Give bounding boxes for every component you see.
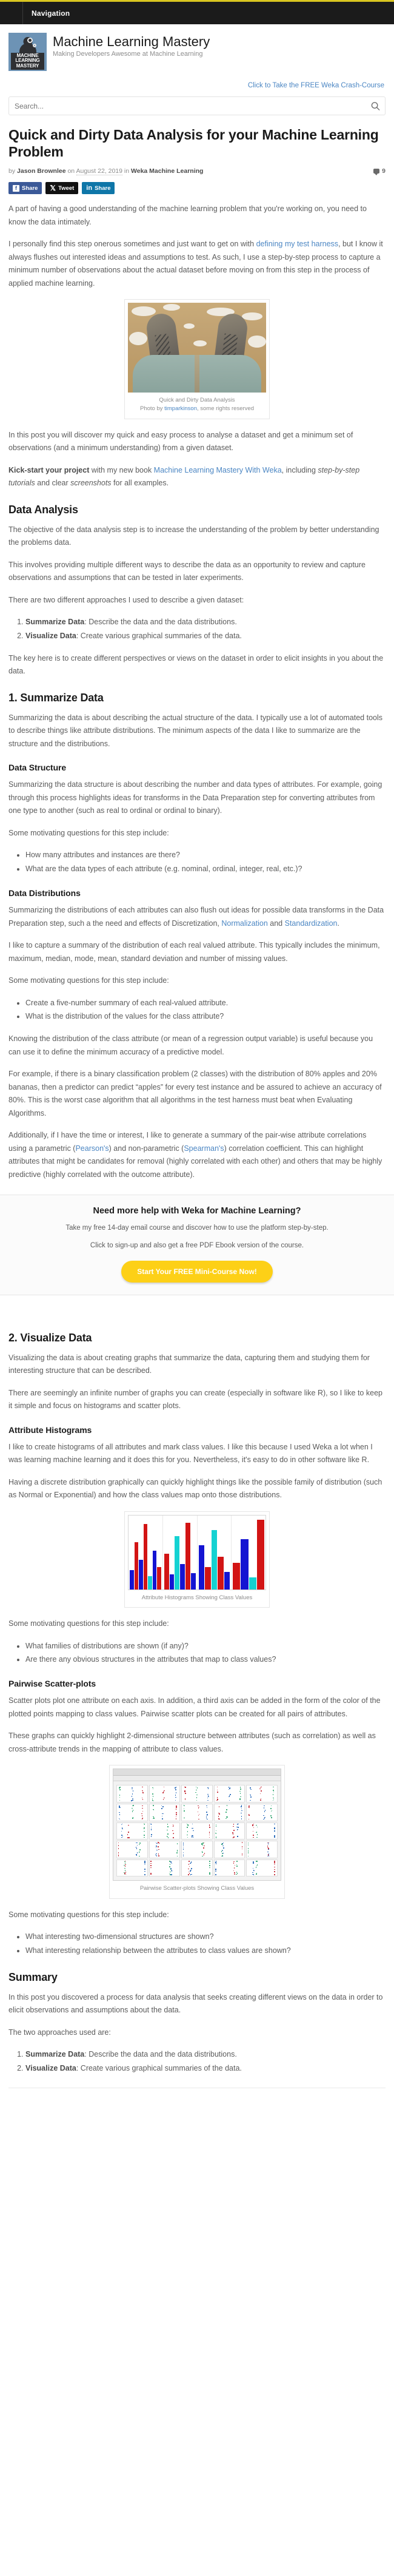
standardization-link[interactable]: Standardization xyxy=(284,919,338,928)
dist-p5-text-c: ) correlation coefficient. This can highlight attributes that might be candidates for removal (highly correlated with each other) and others that may be highly predictive (highly correlated with the outcome attribute). xyxy=(8,1144,382,1179)
scatter-cell xyxy=(181,1822,213,1840)
cta-box xyxy=(0,1195,394,1295)
scatter-cell xyxy=(149,1860,181,1877)
scatter-cell xyxy=(181,1841,213,1858)
figure-boots-caption-prefix: Photo by xyxy=(140,405,165,413)
kickstart-italic-1: step-by-step tutorials xyxy=(8,465,360,488)
scatter-cell xyxy=(116,1822,148,1840)
hamburger-icon[interactable] xyxy=(0,2,23,24)
scatter-cell xyxy=(116,1841,148,1858)
intro-p2-text-a: I personally find this step onerous sometimes and just want to get on with xyxy=(8,240,256,249)
scatter-cell xyxy=(246,1822,278,1840)
data-structure-question-list xyxy=(8,849,386,876)
kickstart-italic-2: screenshots xyxy=(70,479,112,488)
boots-photo xyxy=(128,303,266,393)
search-section xyxy=(0,90,394,115)
logo-text-line2: LEARNING xyxy=(15,58,40,63)
comment-bubble-icon xyxy=(373,169,379,174)
figure-boots-caption-line1: Quick and Dirty Data Analysis xyxy=(159,397,235,404)
attribute-histograms-p1: I like to create histograms of all attributes and mark class values. I like this because I used Weka a lot when I was learning machine learning and it does this for you. Nevertheless, it's easy to do in other software like R. xyxy=(8,1442,373,1465)
scatter-cell xyxy=(149,1841,181,1858)
summary-p1: In this post you discovered a process for data analysis that seeks creating different views on the data in order to elicit observations and assumptions about the data. xyxy=(8,1992,383,2015)
scatter-questions-intro: Some motivating questions for this step include: xyxy=(8,1910,169,1919)
heading-attribute-histograms: Attribute Histograms xyxy=(8,1425,92,1435)
site-tagline: Making Developers Awesome at Machine Learning xyxy=(53,50,203,58)
scatter-cell xyxy=(214,1822,245,1840)
dist-p1-text-c: . xyxy=(337,919,339,928)
search-input[interactable] xyxy=(9,97,385,115)
cta-heading: Need more help with Weka for Machine Learning? xyxy=(93,1206,301,1216)
data-distributions-p1 xyxy=(8,904,386,930)
dist-p5-text-b: ) and non-parametric ( xyxy=(109,1144,184,1153)
data-structure-questions-intro: Some motivating questions for this step include: xyxy=(8,828,169,837)
summary-p2: The two approaches used are: xyxy=(8,2028,111,2037)
list-item-bold: Visualize Data xyxy=(25,2064,76,2073)
dist-p1-text-b: and xyxy=(267,919,285,928)
byline-on-prefix: on xyxy=(67,167,75,175)
heading-data-distributions: Data Distributions xyxy=(8,888,81,899)
scatter-cell xyxy=(214,1785,245,1802)
logo-text-line3: MASTERY xyxy=(16,62,39,69)
visualize-data-p1: Visualizing the data is about creating graphs that summarize the data, capturing them and studying them for interesting structure that can be described. xyxy=(8,1353,370,1375)
article-body xyxy=(0,115,394,1181)
scatter-plots-p1: Scatter plots plot one attribute on each axis. In addition, a third axis can be added in the form of the color of the plotted points mapping to class values. Pairwise scatter plots can be created for all pairs of attributes. xyxy=(8,1696,381,1718)
list-item: • What interesting relationship between the attributes to class values are shown? xyxy=(25,1944,386,1958)
dist-p5-text-a: Additionally, if I have the time or interest, I like to generate a summary of the pair-wise attribute correlations using a parametric ( xyxy=(8,1131,367,1153)
page-title: Quick and Dirty Data Analysis for your Machine Learning Problem xyxy=(8,127,379,160)
scatter-plots-p2: These graphs can quickly highlight 2-dimensional structure between attributes (such as correlation) as well as cross-attribute trends in the mapping of attribute to class values. xyxy=(8,1731,376,1753)
comment-count[interactable] xyxy=(373,167,386,175)
data-analysis-p4: The key here is to create different perspectives or views on the dataset in order to elicit insights in you about the data. xyxy=(8,653,384,676)
dist-p1-text-a: Summarizing the distributions of each attributes can also flush out ideas for possible data transforms in the Data Preparation step, such a the need and effects of Discretization, xyxy=(8,906,384,928)
top-navigation-bar xyxy=(0,2,394,24)
figure-boots xyxy=(124,299,270,419)
after-figure-paragraph-1: In this post you will discover my quick and easy process to analyse a dataset and get a minimum set of observations (and a minimum understanding) from a given dataset. xyxy=(8,430,353,453)
data-distributions-questions-intro: Some motivating questions for this step include: xyxy=(8,976,169,985)
scatter-cell xyxy=(214,1841,245,1858)
linkedin-icon: in xyxy=(86,184,93,192)
figure-boots-caption-suffix: , some rights reserved xyxy=(197,405,254,413)
figure-boots-caption xyxy=(128,393,266,416)
share-buttons xyxy=(8,182,386,194)
scatter-cell xyxy=(116,1785,148,1802)
kickstart-text-b: , including xyxy=(281,465,318,474)
heading-visualize-data: 2. Visualize Data xyxy=(8,1331,92,1344)
summarize-data-p1: Summarizing the data is about describing the actual structure of the data. I typically use a lot of automated tools to describe things like attribute distributions. The minimum aspects of the data I like to summarize are the structure and the distributions. xyxy=(8,713,383,748)
heading-summarize-data: 1. Summarize Data xyxy=(8,691,104,704)
crash-course-row xyxy=(0,71,394,90)
histogram-chart xyxy=(128,1515,266,1590)
list-item-rest: : Describe the data and the data distributions. xyxy=(84,618,237,627)
site-header xyxy=(0,24,394,71)
search-box[interactable] xyxy=(8,96,386,115)
start-mini-course-button[interactable]: Start Your FREE Mini-Course Now! xyxy=(121,1261,273,1283)
heading-data-analysis: Data Analysis xyxy=(8,503,78,516)
scatter-cell xyxy=(246,1785,278,1802)
list-item xyxy=(25,630,386,643)
list-item xyxy=(25,616,386,629)
book-link[interactable]: Machine Learning Mastery With Weka xyxy=(153,465,282,474)
visualize-data-p2: There are seemingly an infinite number of graphs you can create (especially in software like R), so I like to keep it simple and focus on histograms and scatter plots. xyxy=(8,1388,382,1411)
share-twitter-label: Tweet xyxy=(58,184,75,192)
share-linkedin-label: Share xyxy=(95,184,111,192)
list-item: • Are there any obvious structures in the attributes that map to class values? xyxy=(25,1653,386,1667)
scatter-cell xyxy=(181,1860,213,1877)
intro-paragraph-2 xyxy=(8,238,386,290)
scatter-cell xyxy=(214,1860,245,1877)
histograms-questions-intro: Some motivating questions for this step include: xyxy=(8,1619,169,1628)
kickstart-bold: Kick-start your project xyxy=(8,465,90,474)
data-distributions-p5 xyxy=(8,1129,386,1181)
intro-p2-text-b: , but I know it always flushes out interested ideas and assumptions to test. As such, I use a step-by-step process to capture a minimum number of observations about the actual dataset before moving on from this step in the process of applied machine learning. xyxy=(8,240,383,288)
summary-approach-list xyxy=(8,2048,386,2075)
data-structure-p1: Summarizing the data structure is about describing the number and data types of attributes. For example, going through this process highlights ideas for transforms in the Data Preparation step for converting attributes from one type to another (such as real to ordinal or ordinal to binary). xyxy=(8,780,382,815)
share-twitter-button[interactable] xyxy=(45,182,78,194)
search-icon[interactable] xyxy=(371,101,380,110)
share-facebook-label: Share xyxy=(22,184,38,192)
comment-count-value: 9 xyxy=(382,167,386,175)
figure-pairwise-scatter-plots xyxy=(109,1765,285,1898)
site-title[interactable]: Machine Learning Mastery xyxy=(53,34,210,49)
scatter-matrix-chart xyxy=(113,1768,281,1881)
data-analysis-p2: This involves providing multiple different ways to describe the data as an opportunity to review and capture observations and assumptions that can be tested in later experiments. xyxy=(8,560,366,582)
data-distributions-p2: I like to capture a summary of the distribution of each real valued attribute. This typically includes the minimum, maximum, median, mode, mean, standard deviation and number of missing values. xyxy=(8,941,380,963)
data-distributions-p3: Knowing the distribution of the class attribute (or mean of a regression output variable) is useful because you can use it to define the minimum accuracy of a predictive model. xyxy=(8,1034,373,1056)
list-item xyxy=(25,2048,386,2062)
spearmans-link[interactable]: Spearman's xyxy=(184,1144,224,1153)
byline-category[interactable]: Weka Machine Learning xyxy=(131,167,204,175)
cta-paragraph-1: Take my free 14-day email course and discover how to use the platform step-by-step. xyxy=(65,1224,329,1232)
data-analysis-p3: There are two different approaches I used to describe a given dataset: xyxy=(8,595,244,604)
cta-paragraph-2: Click to sign-up and also get a free PDF Ebook version of the course. xyxy=(90,1241,304,1249)
normalization-link[interactable]: Normalization xyxy=(221,919,268,928)
byline-author[interactable]: Jason Brownlee xyxy=(17,167,66,175)
heading-pairwise-scatter-plots: Pairwise Scatter-plots xyxy=(8,1679,96,1689)
heading-summary: Summary xyxy=(8,1971,58,1983)
histograms-question-list xyxy=(8,1640,386,1667)
scatter-cell xyxy=(116,1860,148,1877)
data-analysis-approach-list xyxy=(8,616,386,643)
figure-histograms-caption: Attribute Histograms Showing Class Values xyxy=(141,1594,253,1601)
byline xyxy=(8,167,386,175)
scatter-cell xyxy=(181,1785,213,1802)
list-item-bold: Summarize Data xyxy=(25,618,85,627)
scatter-cell xyxy=(214,1804,245,1821)
kickstart-text-c: and clear xyxy=(35,479,71,488)
logo-text-line1: MACHINE xyxy=(16,52,39,58)
list-item: • What are the data types of each attribute (e.g. nominal, ordinal, integer, real, etc.)? xyxy=(25,863,386,876)
data-distributions-question-list xyxy=(8,997,386,1024)
scatter-cell xyxy=(246,1804,278,1821)
intro-paragraph-1: A part of having a good understanding of the machine learning problem that you're working on, you need to know the data intimately. xyxy=(8,204,367,226)
pearsons-link[interactable]: Pearson's xyxy=(75,1144,109,1153)
byline-in-prefix: in xyxy=(124,167,130,175)
scatter-cell xyxy=(149,1822,181,1840)
list-item-bold: Visualize Data xyxy=(25,631,76,640)
list-item: • How many attributes and instances are there? xyxy=(25,849,386,862)
list-item-bold: Summarize Data xyxy=(25,2050,85,2059)
article-body-part2 xyxy=(0,1307,394,2088)
scatter-cell xyxy=(149,1785,181,1802)
list-item-rest: : Create various graphical summaries of the data. xyxy=(76,631,242,640)
twitter-x-icon: 𝕏 xyxy=(50,184,56,193)
share-facebook-button[interactable] xyxy=(8,182,42,194)
data-distributions-p4: For example, if there is a binary classification problem (2 classes) with the distribution of 80% apples and 20% bananas, then a predictor can predict “apples” for every test instance and be assured to achieve an accuracy of 80%. This is the worst case algorithm that all algorithms in the test harness must beat when Evaluating Algorithms. xyxy=(8,1070,382,1118)
list-item-rest: : Create various graphical summaries of the data. xyxy=(76,2064,242,2073)
list-item xyxy=(25,2062,386,2075)
figure-attribute-histograms xyxy=(124,1511,270,1608)
list-item: • What is the distribution of the values for the class attribute? xyxy=(25,1010,386,1023)
nav-menu-label[interactable]: Navigation xyxy=(32,8,70,18)
share-linkedin-button[interactable] xyxy=(82,182,115,194)
heading-data-structure: Data Structure xyxy=(8,763,67,773)
scatter-cell xyxy=(181,1804,213,1821)
test-harness-link[interactable]: defining my test harness xyxy=(256,240,339,249)
site-logo[interactable] xyxy=(8,33,47,71)
kickstart-text-d: for all examples. xyxy=(111,479,169,488)
list-item: • What interesting two-dimensional structures are shown? xyxy=(25,1930,386,1944)
photo-credit-link[interactable]: timparkinson xyxy=(164,405,197,413)
list-item-rest: : Describe the data and the data distributions. xyxy=(84,2050,237,2059)
scatter-cell xyxy=(246,1860,278,1877)
kickstart-text-a: with my new book xyxy=(89,465,154,474)
kickstart-paragraph xyxy=(8,464,386,490)
scatter-question-list xyxy=(8,1930,386,1958)
scatter-cell xyxy=(246,1841,278,1858)
crash-course-link[interactable]: Click to Take the FREE Weka Crash-Course xyxy=(247,82,384,89)
figure-scatter-caption: Pairwise Scatter-plots Showing Class Values xyxy=(139,1885,255,1892)
facebook-icon: f xyxy=(13,185,19,192)
attribute-histograms-p2: Having a discrete distribution graphically can quickly highlight things like the possible family of distribution (such as Normal or Exponential) and how the class values map onto those distributions. xyxy=(8,1477,382,1500)
byline-date[interactable]: August 22, 2019 xyxy=(76,167,122,175)
list-item: • What families of distributions are shown (if any)? xyxy=(25,1640,386,1653)
scatter-cell xyxy=(116,1804,148,1821)
scatter-cell xyxy=(149,1804,181,1821)
data-analysis-p1: The objective of the data analysis step is to increase the understanding of the problem by better understanding the problems data. xyxy=(8,525,379,547)
byline-by-prefix: by xyxy=(8,167,16,175)
list-item: • Create a five-number summary of each real-valued attribute. xyxy=(25,997,386,1010)
